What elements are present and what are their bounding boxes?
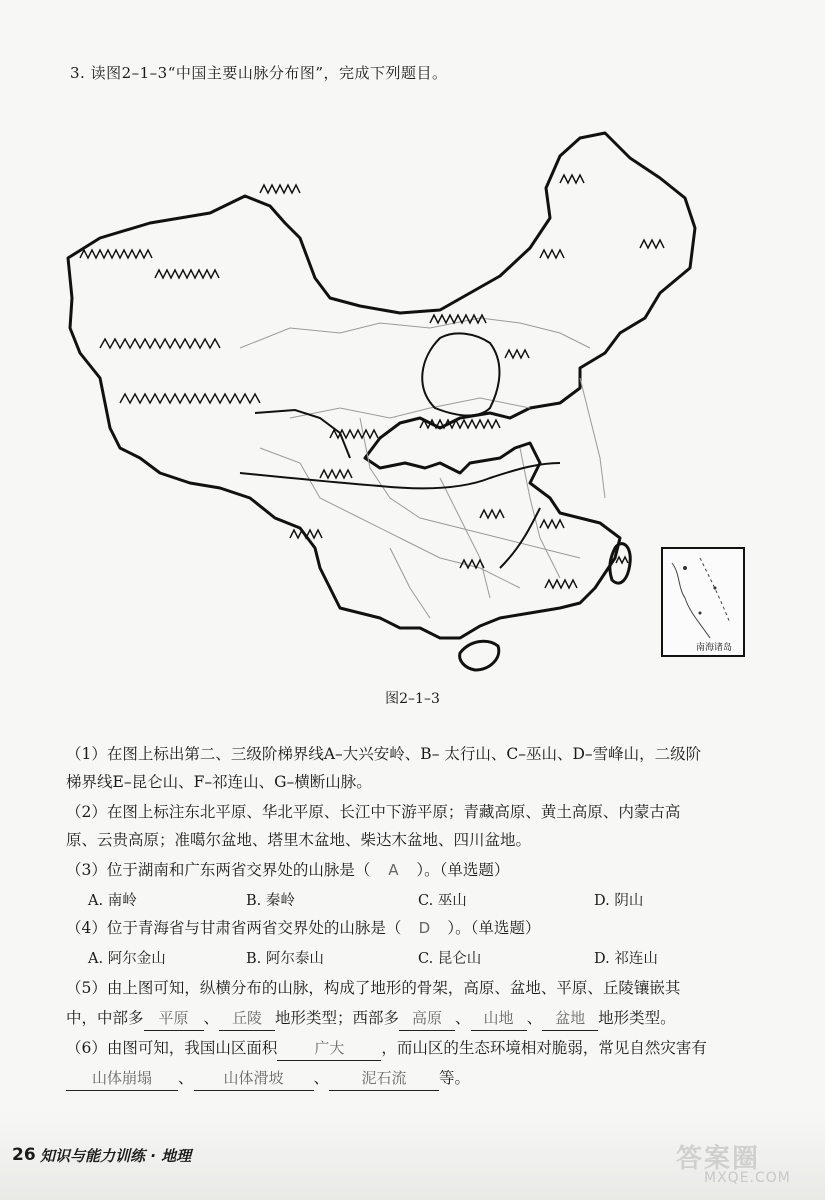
q5-separator-3: 、 <box>526 1009 543 1027</box>
q2-line1: （2）在图上标注东北平原、华北平原、长江中下游平原；青藏高原、黄土高原、内蒙古高 <box>66 803 681 821</box>
figure-caption: 图2–1–3 <box>385 691 440 707</box>
q2-line2: 原、云贵高原；准噶尔盆地、塔里木盆地、柴达木盆地、四川盆地。 <box>66 831 532 849</box>
q5-separator-1: 、 <box>203 1009 220 1027</box>
watermark-url: MXQE.COM <box>704 1170 791 1186</box>
watermark-logo: 答案圈 <box>676 1144 761 1174</box>
q4-option-b: B. 阿尔泰山 <box>246 951 324 967</box>
q1-line1: （1）在图上标出第二、三级阶梯界线A–大兴安岭、B– 太行山、C–巫山、D–雪峰山，二级阶 <box>66 745 702 763</box>
q6-line2 <box>66 1066 470 1091</box>
q4-stem: （4）位于青海省与甘肃省两省交界处的山脉是（ <box>66 919 402 937</box>
q3-answer: A <box>388 861 399 879</box>
q5-answer-3: 高原 <box>399 1006 455 1031</box>
q4-option-c: C. 昆仑山 <box>418 951 482 967</box>
q6-line1 <box>66 1036 707 1061</box>
china-mountain-map <box>60 118 760 678</box>
q6-answer-1: 广大 <box>277 1036 381 1061</box>
page-number: 26 <box>12 1145 36 1165</box>
q3-line <box>66 858 509 882</box>
q4-line <box>66 916 540 940</box>
q5-line2 <box>66 1006 676 1031</box>
q5-answer-4: 山地 <box>471 1006 527 1031</box>
china-outline <box>68 133 695 638</box>
hainan-island <box>460 641 499 670</box>
q6-separator-2: 、 <box>313 1069 330 1087</box>
q5-line1: （5）由上图可知，纵横分布的山脉，构成了地形的骨架，高原、盆地、平原、丘陵镶嵌其 <box>66 979 681 997</box>
q4-option-d: D. 祁连山 <box>594 951 658 967</box>
q3-option-c: C. 巫山 <box>418 893 467 909</box>
q4-option-a: A. 阿尔金山 <box>88 951 166 967</box>
q5-tail: 地形类型。 <box>598 1009 676 1027</box>
q6-answer-3: 山体滑坡 <box>194 1066 314 1091</box>
inset-label: 南海诸岛 <box>696 643 733 653</box>
q1-line2: 梯界线E–昆仑山、F–祁连山、G–横断山脉。 <box>66 773 372 791</box>
q5-answer-2: 丘陵 <box>219 1006 275 1031</box>
q6-answer-4: 泥石流 <box>329 1066 439 1091</box>
q3-option-b: B. 秦岭 <box>246 893 295 909</box>
q5-stem: 中，中部多 <box>66 1009 144 1027</box>
q6-middle: ，而山区的生态环境相对脆弱，常见自然灾害有 <box>381 1039 707 1057</box>
q3-tail: ）。（单选题） <box>416 861 510 879</box>
q5-separator-2: 、 <box>455 1009 471 1027</box>
q3-option-a: A. 南岭 <box>88 893 137 909</box>
question-title: 3. 读图2–1–3“中国主要山脉分布图”，完成下列题目。 <box>70 64 448 82</box>
q5-answer-1: 平原 <box>144 1006 204 1031</box>
q4-answer: D <box>418 919 431 937</box>
q5-middle: 地形类型；西部多 <box>275 1009 400 1027</box>
book-title: 知识与能力训练 · 地理 <box>40 1147 192 1165</box>
q6-stem: （6）由图可知，我国山区面积 <box>66 1039 278 1057</box>
q3-stem: （3）位于湖南和广东两省交界处的山脉是（ <box>66 861 371 879</box>
q4-tail: ）。（单选题） <box>447 919 541 937</box>
q6-separator-1: 、 <box>178 1069 194 1087</box>
q6-tail: 等。 <box>439 1069 471 1087</box>
q6-answer-2: 山体崩塌 <box>66 1066 178 1091</box>
q3-option-d: D. 阴山 <box>594 893 644 909</box>
q5-answer-5: 盆地 <box>542 1006 598 1031</box>
